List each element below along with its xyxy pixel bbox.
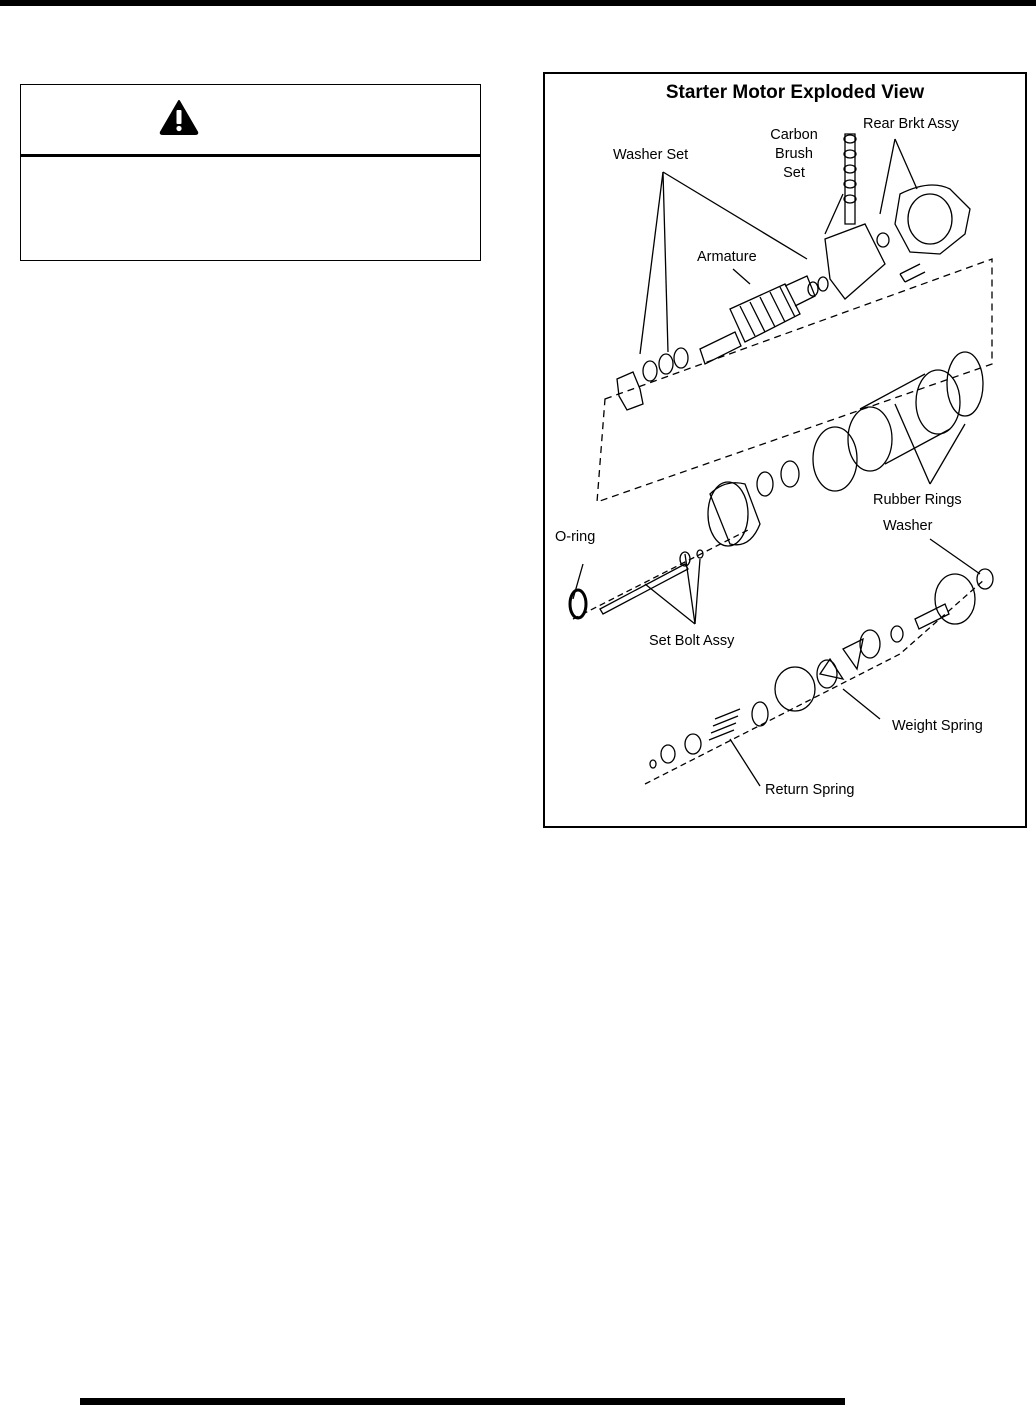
- pinion-shaft: [915, 604, 949, 629]
- rubber-ring: [813, 427, 857, 491]
- label-rear-brkt-assy: Rear Brkt Assy: [863, 116, 959, 132]
- front-housing: [710, 483, 760, 545]
- starter-motor-exploded-view-figure: [543, 72, 1027, 828]
- label-brush-line: Brush: [775, 146, 813, 162]
- label-return-spring: Return Spring: [765, 782, 855, 798]
- return-spring: [709, 709, 740, 740]
- armature-core: [730, 284, 800, 342]
- bearing: [757, 472, 773, 496]
- bearing: [781, 461, 799, 487]
- o-ring-part: [570, 590, 586, 618]
- set-bolt: [600, 564, 688, 614]
- bolt: [900, 264, 925, 282]
- leader-line: [895, 139, 917, 189]
- label-washer: Washer: [883, 518, 933, 534]
- weight: [820, 639, 863, 679]
- label-carbon-line: Carbon: [770, 127, 818, 143]
- label-weight-spring: Weight Spring: [892, 718, 983, 734]
- dashed-guide-line: [597, 259, 992, 502]
- washer: [659, 354, 673, 374]
- top-rule: [0, 0, 1036, 6]
- bushing: [877, 233, 889, 247]
- leader-line: [573, 564, 583, 599]
- lock-washer: [617, 372, 643, 410]
- leader-line: [685, 554, 695, 624]
- brush-plate: [825, 224, 885, 299]
- yoke: [860, 374, 950, 464]
- leader-line: [645, 584, 695, 624]
- washer: [818, 277, 828, 291]
- armature-lines: [740, 287, 795, 336]
- brush-stack: [845, 134, 855, 224]
- washer: [674, 348, 688, 368]
- clutch: [775, 667, 815, 711]
- warning-header: [21, 85, 480, 157]
- rubber-ring: [947, 352, 983, 416]
- washer: [808, 282, 818, 296]
- leader-line: [663, 172, 668, 352]
- label-armature: Armature: [697, 249, 757, 265]
- armature-shaft: [700, 332, 741, 364]
- figure-title: Starter Motor Exploded View: [665, 82, 925, 103]
- leader-line: [825, 194, 843, 234]
- leader-line: [730, 739, 760, 786]
- leader-line: [640, 172, 663, 354]
- washer: [977, 569, 993, 589]
- label-rubber-rings: Rubber Rings: [873, 492, 962, 508]
- leader-line: [930, 424, 965, 484]
- label-washer-set: Washer Set: [613, 147, 689, 163]
- label-carbon-brush-set: [759, 126, 829, 183]
- pinion-gear: [935, 574, 975, 624]
- leader-line: [843, 689, 880, 719]
- leader-line: [733, 269, 750, 284]
- label-set-bolt-assy: Set Bolt Assy: [649, 633, 735, 649]
- bottom-rule: [80, 1398, 845, 1405]
- label-o-ring: O-ring: [555, 529, 596, 545]
- washer: [643, 361, 657, 381]
- label-set-line: Set: [783, 165, 805, 181]
- leader-line: [895, 404, 930, 484]
- leader-line: [663, 172, 807, 259]
- dashed-axis: [573, 529, 750, 619]
- leader-line: [930, 539, 980, 574]
- leader-line: [695, 559, 700, 624]
- commutator: [785, 276, 815, 306]
- leader-line: [880, 139, 895, 214]
- warning-triangle-icon: [159, 99, 199, 135]
- warning-box: [20, 84, 481, 261]
